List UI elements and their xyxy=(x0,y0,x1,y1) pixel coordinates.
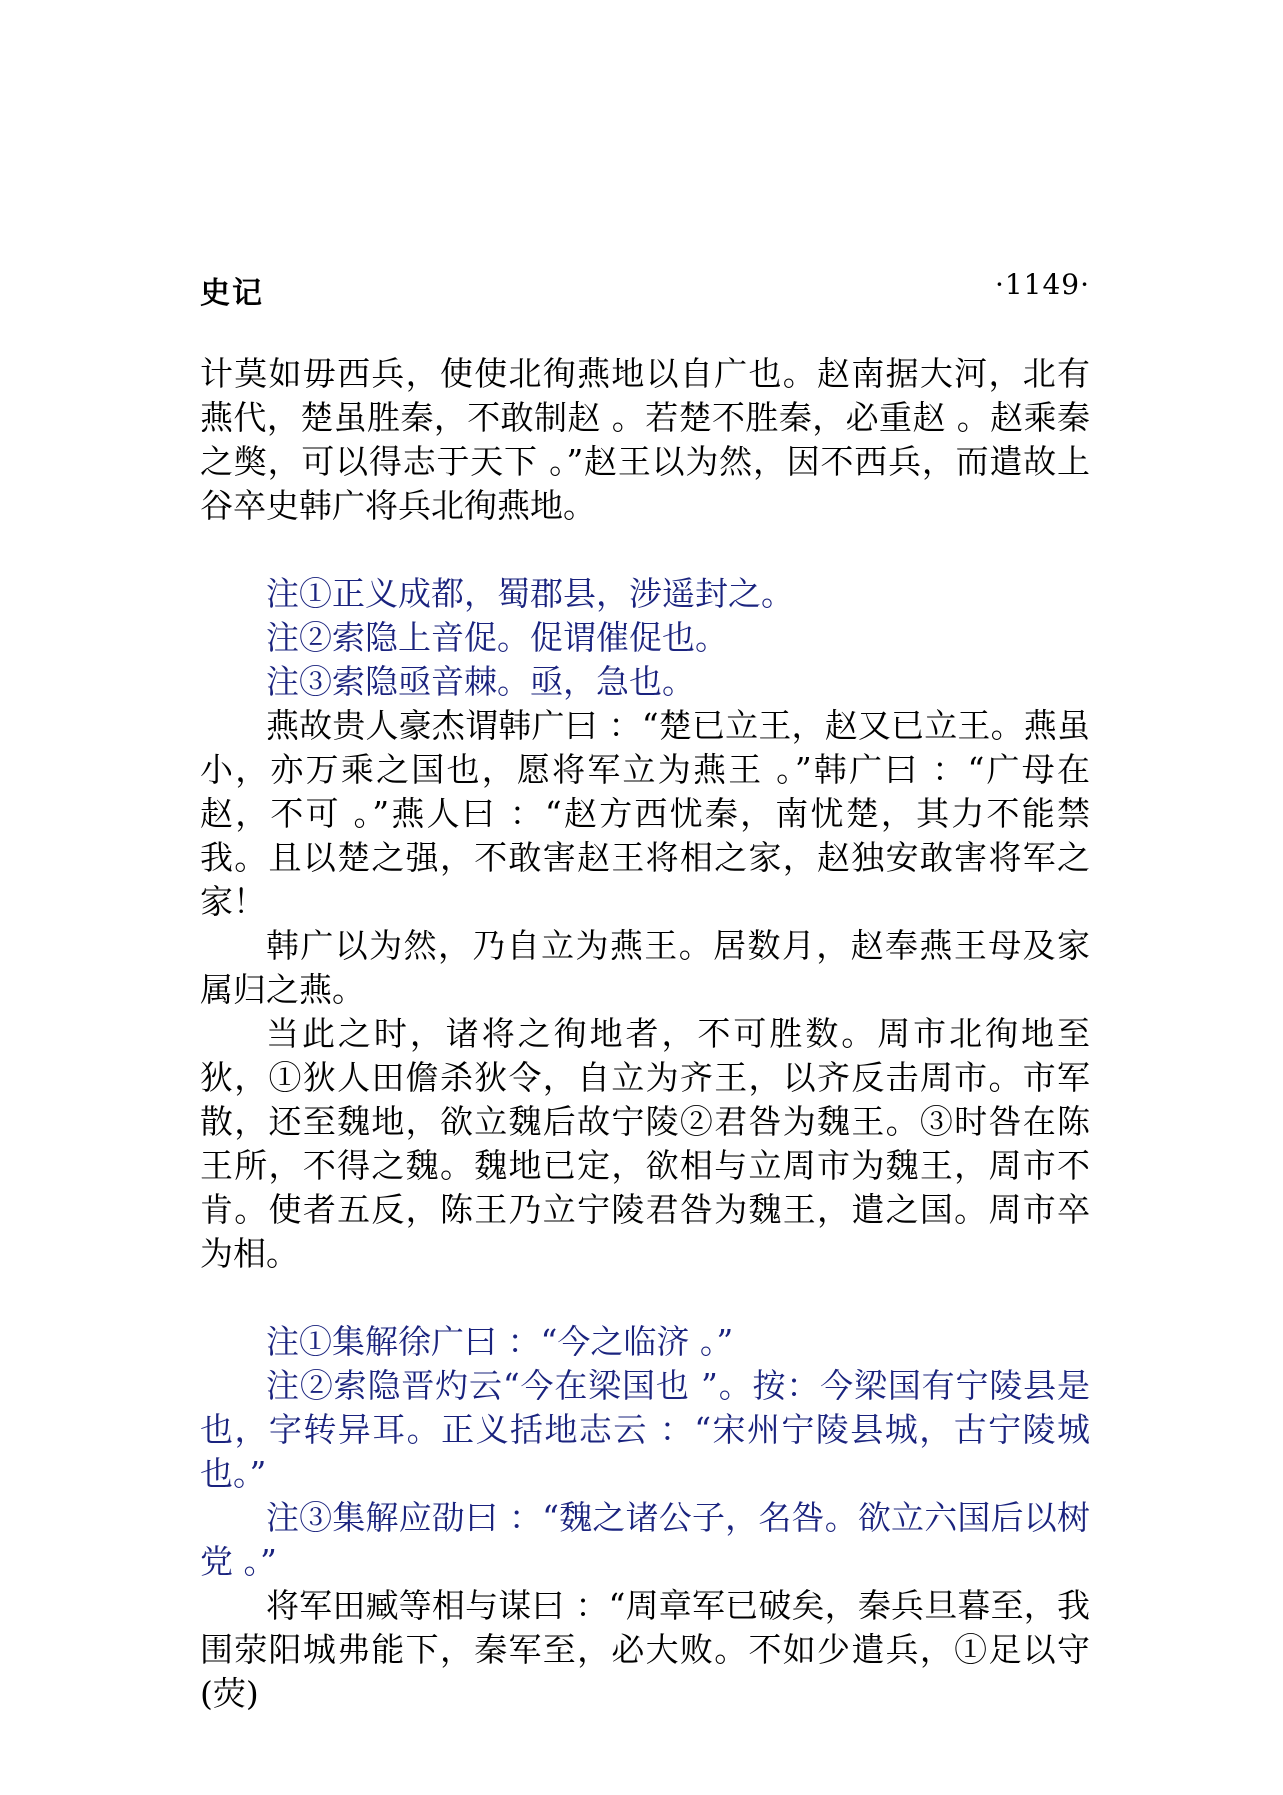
paragraph-gap xyxy=(200,1276,1090,1320)
paragraph: 韩广以为然，乃自立为燕王。居数月，赵奉燕王母及家属归之燕。 xyxy=(200,926,1090,1009)
paragraph: 将军田臧等相与谋曰 ：“周章军已破矣，秦兵旦暮至，我围荥阳城弗能下，秦军至，必大败。不如少遣兵，①足以守(荧) xyxy=(200,1586,1090,1713)
annotation-note: 注③集解应劭曰 ：“魏之诸公子，名咎。欲立六国后以树党 。” xyxy=(200,1498,1090,1581)
page-header xyxy=(200,268,1090,311)
page-body xyxy=(200,352,1090,1716)
annotation-note: 注②索隐晋灼云“今在梁国也 ”。按：今梁国有宁陵县是也，字转异耳。正义括地志云 ：“宋州宁陵县城，古宁陵城也。” xyxy=(200,1366,1090,1493)
paragraph: 当此之时，诸将之徇地者，不可胜数。周市北徇地至狄，①狄人田儋杀狄令，自立为齐王，以齐反击周市。市军散，还至魏地，欲立魏后故宁陵②君咎为魏王。③时咎在陈王所，不得之魏。魏地已定，欲相与立周市为魏王，周市不肯。使者五反，陈王乃立宁陵君咎为魏王，遣之国。周市卒为相。 xyxy=(200,1014,1090,1273)
book-title: 史记 xyxy=(200,276,264,311)
annotation-note: 注③索隐亟音棘。亟，急也。 xyxy=(266,662,695,701)
paragraph: 燕故贵人豪杰谓韩广曰 ：“楚已立王，赵又已立王。燕虽小，亦万乘之国也，愿将军立为燕王 。”韩广曰 ：“广母在赵，不可 。”燕人曰 ：“赵方西忧秦，南忧楚，其力不能禁我。且以楚之强，不敢害赵王将相之家，赵独安敢害将军之家！ xyxy=(200,706,1090,921)
annotation-note: 注②索隐上音促。促谓催促也。 xyxy=(266,618,728,657)
annotation-note: 注①集解徐广曰 ：“今之临济 。” xyxy=(266,1322,734,1361)
annotation-note: 注①正义成都，蜀郡县，涉遥封之。 xyxy=(266,574,794,613)
paragraph: 计莫如毋西兵，使使北徇燕地以自广也。赵南据大河，北有燕代，楚虽胜秦，不敢制赵 。若楚不胜秦，必重赵 。赵乘秦之獘，可以得志于天下 。”赵王以为然，因不西兵，而遣故上谷卒史韩广将兵北徇燕地。 xyxy=(200,354,1090,525)
paragraph-gap xyxy=(200,528,1090,572)
page-number: ·1149· xyxy=(994,268,1090,301)
